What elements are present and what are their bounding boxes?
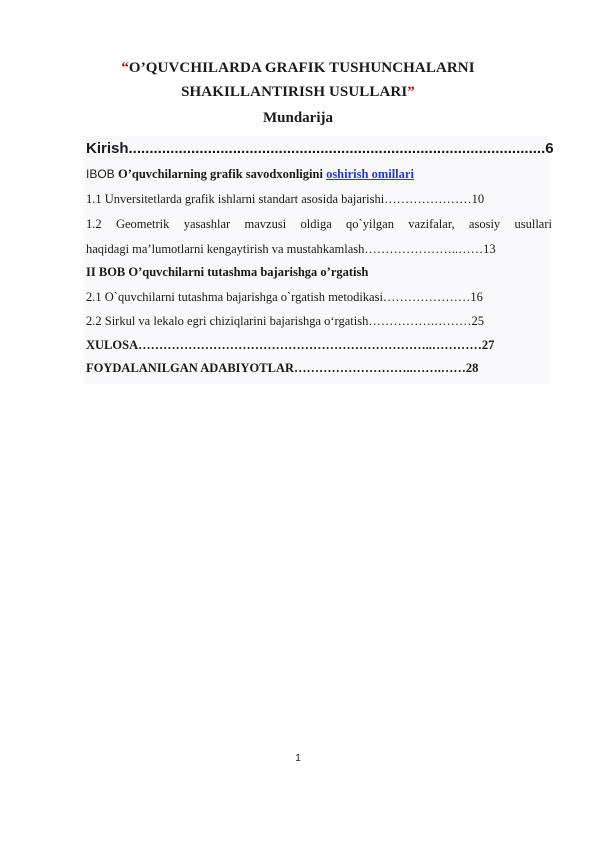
toc-item-1-1[interactable] bbox=[86, 192, 546, 207]
chapter-1-title: O’quvchilarning grafik savodxonligini bbox=[118, 167, 327, 181]
toc-item-2-1[interactable] bbox=[86, 290, 546, 305]
toc-entry-xulosa[interactable] bbox=[86, 338, 546, 353]
document-title-line-2 bbox=[0, 84, 596, 101]
chapter-1-prefix: IBOB bbox=[86, 167, 119, 181]
toc-item-1-1-text: 1.1 Unversitetlarda grafik ishlarni standart asosida bajarishi…………………10 bbox=[86, 192, 485, 206]
toc-item-2-1-text: 2.1 O`quvchilarni tutashma bajarishga o`rgatish metodikasi…………………16 bbox=[86, 290, 483, 304]
toc-item-1-2-line-1[interactable] bbox=[86, 217, 552, 232]
toc-item-2-2[interactable] bbox=[86, 314, 546, 329]
open-quote: “ bbox=[121, 60, 129, 76]
close-quote: ” bbox=[407, 84, 415, 100]
toc-chapter-1[interactable] bbox=[86, 167, 546, 182]
toc-entry-adabiyotlar-text: FOYDALANILGAN ADABIYOTLAR………………………..…….……28 bbox=[86, 361, 479, 375]
toc-entry-kirish[interactable] bbox=[86, 140, 554, 157]
toc-item-1-2-line-1-text: 1.2 Geometrik yasashlar mavzusi oldiga qo`yilgan vazifalar, asosiy usullari bbox=[86, 217, 552, 231]
toc-item-2-2-text: 2.2 Sirkul va lekalo egri chiziqlarini bajarishga o‘rgatish…………….………25 bbox=[86, 314, 484, 328]
page-number: 1 bbox=[295, 753, 301, 764]
chapter-1-link[interactable]: oshirish omillari bbox=[326, 167, 414, 181]
toc-item-1-2-line-2[interactable] bbox=[86, 242, 546, 257]
toc-heading: Mundarija bbox=[262, 110, 333, 126]
toc-entry-adabiyotlar[interactable] bbox=[86, 361, 546, 376]
document-title-line-1 bbox=[0, 60, 596, 77]
toc-entry-xulosa-text: XULOSA……………………………………………………………..…………27 bbox=[86, 338, 495, 352]
toc-item-1-2-line-2-text: haqidagi ma’lumotlarni kengaytirish va mustahkamlash…………………..……13 bbox=[86, 242, 496, 256]
title-text-2: SHAKILLANTIRISH USULLARI bbox=[181, 84, 408, 100]
chapter-2-title: II BOB O’quvchilarni tutashma bajarishga o’rgatish bbox=[86, 265, 369, 279]
toc-chapter-2[interactable] bbox=[86, 265, 546, 280]
toc-entry-kirish-text: Kirish....................................................................................................6 bbox=[86, 140, 554, 157]
title-text-1: O’QUVCHILARDA GRAFIK TUSHUNCHALARNI bbox=[128, 60, 475, 76]
